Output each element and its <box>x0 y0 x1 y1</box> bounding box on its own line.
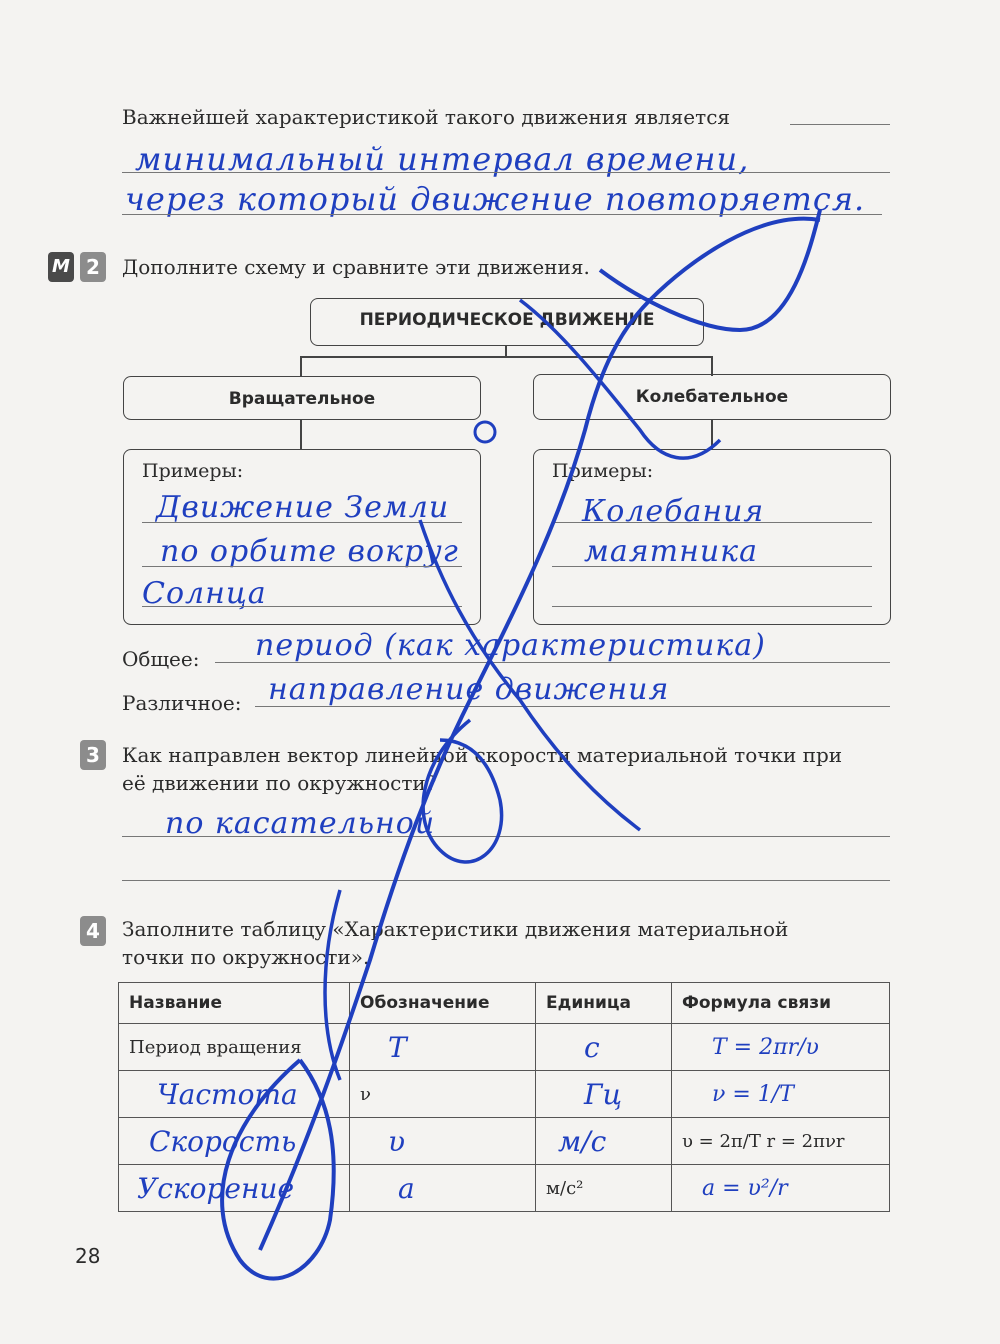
common-label: Общее: <box>122 647 200 671</box>
task4-number: 4 <box>80 916 106 946</box>
oscillatory-title: Колебательное <box>635 387 789 407</box>
left-example-1: Движение Земли <box>156 490 450 525</box>
task3-prompt-line2: её движении по окружности? <box>122 771 437 795</box>
oscillatory-examples-box <box>533 449 891 625</box>
common-answer: период (как характеристика) <box>255 628 766 663</box>
task1-prompt: Важнейшей характеристикой такого движения является <box>122 105 731 129</box>
marker-m-icon: М <box>48 252 74 282</box>
scribble-stroke <box>475 422 495 442</box>
task2-prompt: Дополните схему и сравните эти движения. <box>122 255 590 279</box>
answer-line <box>142 566 462 567</box>
task3-prompt-line1: Как направлен вектор линейной скорости материальной точки при <box>122 743 843 767</box>
answer-line <box>122 836 890 837</box>
table-row <box>119 1024 890 1071</box>
cell-symbol: ν <box>350 1071 536 1118</box>
cell-unit: с <box>536 1024 672 1071</box>
examples-label: Примеры: <box>142 460 244 482</box>
cell-unit: м/с² <box>536 1165 672 1212</box>
cell-name: Скорость <box>119 1118 350 1165</box>
table-row <box>119 1118 890 1165</box>
answer-line <box>122 214 882 215</box>
task3-answer: по касательной <box>165 806 436 841</box>
examples-label: Примеры: <box>552 460 654 482</box>
rotational-title: Вращательное <box>228 389 376 409</box>
column-header: Формула связи <box>672 983 890 1024</box>
connector <box>300 419 302 449</box>
table-row <box>119 1071 890 1118</box>
cell-formula: T = 2πr/υ <box>672 1024 890 1071</box>
cell-unit: Гц <box>536 1071 672 1118</box>
connector <box>300 356 712 358</box>
task3-number: 3 <box>80 740 106 770</box>
task2-number: 2 <box>80 252 106 282</box>
oscillatory-box <box>533 374 891 420</box>
page-number: 28 <box>75 1244 101 1268</box>
answer-line <box>790 124 890 125</box>
answer-line <box>122 172 890 173</box>
difference-answer: направление движения <box>268 672 670 707</box>
answer-line <box>552 606 872 607</box>
rotational-box <box>123 376 481 420</box>
answer-line <box>142 522 462 523</box>
rotational-examples-box <box>123 449 481 625</box>
cell-formula: a = υ²/r <box>672 1165 890 1212</box>
left-example-3: Солнца <box>142 576 267 611</box>
column-header: Обозначение <box>350 983 536 1024</box>
answer-line <box>552 566 872 567</box>
task1-answer-line2: через который движение повторяется. <box>125 180 866 218</box>
cell-name: Ускорение <box>119 1165 350 1212</box>
right-example-1: Колебания <box>582 494 765 529</box>
answer-line <box>552 522 872 523</box>
characteristics-table <box>118 982 890 1212</box>
answer-line <box>122 880 890 881</box>
cell-symbol: υ <box>350 1118 536 1165</box>
cell-unit: м/с <box>536 1118 672 1165</box>
task1-answer-line1: минимальный интервал времени, <box>135 140 750 178</box>
cell-name: Частота <box>119 1071 350 1118</box>
table-header-row <box>119 983 890 1024</box>
left-example-2: по орбите вокруг <box>160 534 459 569</box>
connector <box>711 356 713 376</box>
difference-label: Различное: <box>122 691 242 715</box>
answer-line <box>142 606 462 607</box>
task4-prompt-line2: точки по окружности». <box>122 945 370 969</box>
cell-name: Период вращения <box>119 1024 350 1071</box>
right-example-2: маятника <box>584 534 758 569</box>
root-box <box>310 298 704 346</box>
cell-formula: ν = 1/T <box>672 1071 890 1118</box>
root-title: ПЕРИОДИЧЕСКОЕ ДВИЖЕНИЕ <box>359 310 655 330</box>
connector <box>711 419 713 449</box>
cell-formula: υ = 2π/T r = 2πνr <box>672 1118 890 1165</box>
column-header: Название <box>119 983 350 1024</box>
column-header: Единица <box>536 983 672 1024</box>
task4-prompt-line1: Заполните таблицу «Характеристики движения материальной <box>122 917 789 941</box>
cell-symbol: T <box>350 1024 536 1071</box>
cell-symbol: a <box>350 1165 536 1212</box>
table-row <box>119 1165 890 1212</box>
connector <box>300 356 302 376</box>
